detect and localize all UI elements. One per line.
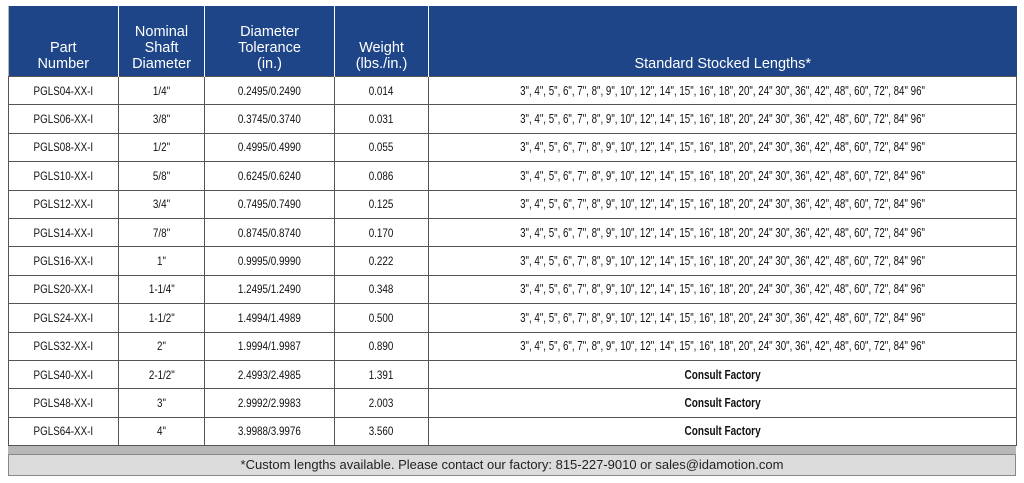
part-number-cell-text: PGLS48-XX-I <box>33 395 94 410</box>
stocked-lengths-cell <box>429 275 1017 303</box>
diameter-tolerance-cell-text: 2.9992/2.9983 <box>238 395 301 410</box>
header-weight: Weight (lbs./in.) <box>335 6 429 77</box>
shaft-diameter-cell-text: 1-1/4" <box>148 282 175 297</box>
weight-cell-text: 0.170 <box>369 225 394 240</box>
part-number-cell-text: PGLS40-XX-I <box>33 367 94 382</box>
diameter-tolerance-cell-text: 0.8745/0.8740 <box>238 225 301 240</box>
part-number-cell <box>9 105 119 133</box>
table-row <box>9 275 1017 303</box>
weight-cell <box>335 417 429 445</box>
stocked-lengths-cell-text: 3", 4", 5", 6", 7", 8", 9", 10", 12", 14", 15", 16", 18", 20", 24" 30", 36", 42", 48", 60", 72", 84" 96" <box>520 168 925 183</box>
diameter-tolerance-cell <box>205 332 335 360</box>
stocked-lengths-cell-text: 3", 4", 5", 6", 7", 8", 9", 10", 12", 14", 15", 16", 18", 20", 24" 30", 36", 42", 48", 60", 72", 84" 96" <box>520 225 925 240</box>
part-number-cell <box>9 360 119 388</box>
shaft-diameter-cell-text: 2-1/2" <box>148 367 175 382</box>
stocked-lengths-cell <box>429 247 1017 275</box>
stocked-lengths-cell-text: 3", 4", 5", 6", 7", 8", 9", 10", 12", 14", 15", 16", 18", 20", 24" 30", 36", 42", 48", 60", 72", 84" 96" <box>520 339 925 354</box>
part-number-cell-text: PGLS12-XX-I <box>33 197 94 212</box>
table-row <box>9 332 1017 360</box>
shaft-diameter-cell <box>119 162 205 190</box>
diameter-tolerance-cell-text: 0.9995/0.9990 <box>238 254 301 269</box>
diameter-tolerance-cell-text: 0.2495/0.2490 <box>238 83 301 98</box>
part-number-cell-text: PGLS24-XX-I <box>33 310 94 325</box>
shaft-diameter-cell-text: 1" <box>157 254 166 269</box>
stocked-lengths-cell <box>429 389 1017 417</box>
spec-table <box>8 6 1017 446</box>
diameter-tolerance-cell-text: 2.4993/2.4985 <box>238 367 301 382</box>
weight-cell-text: 0.348 <box>369 282 394 297</box>
shaft-diameter-cell <box>119 218 205 246</box>
stocked-lengths-cell-text: 3", 4", 5", 6", 7", 8", 9", 10", 12", 14", 15", 16", 18", 20", 24" 30", 36", 42", 48", 60", 72", 84" 96" <box>520 254 925 269</box>
stocked-lengths-cell-text: 3", 4", 5", 6", 7", 8", 9", 10", 12", 14", 15", 16", 18", 20", 24" 30", 36", 42", 48", 60", 72", 84" 96" <box>520 140 925 155</box>
diameter-tolerance-cell <box>205 275 335 303</box>
part-number-cell-text: PGLS32-XX-I <box>33 339 94 354</box>
table-row <box>9 247 1017 275</box>
weight-cell <box>335 218 429 246</box>
part-number-cell-text: PGLS10-XX-I <box>33 168 94 183</box>
shaft-diameter-cell-text: 3" <box>157 395 166 410</box>
shaft-diameter-cell-text: 1-1/2" <box>148 310 175 325</box>
stocked-lengths-cell-text: 3", 4", 5", 6", 7", 8", 9", 10", 12", 14", 15", 16", 18", 20", 24" 30", 36", 42", 48", 60", 72", 84" 96" <box>520 197 925 212</box>
shaft-diameter-cell <box>119 77 205 105</box>
table-row <box>9 133 1017 161</box>
weight-cell <box>335 304 429 332</box>
weight-cell-text: 0.125 <box>369 197 394 212</box>
weight-cell <box>335 389 429 417</box>
diameter-tolerance-cell-text: 0.6245/0.6240 <box>238 168 301 183</box>
shaft-diameter-cell <box>119 389 205 417</box>
table-row <box>9 190 1017 218</box>
diameter-tolerance-cell <box>205 417 335 445</box>
weight-cell-text: 0.890 <box>369 339 394 354</box>
shaft-diameter-cell <box>119 417 205 445</box>
table-row <box>9 105 1017 133</box>
table-row <box>9 360 1017 388</box>
stocked-lengths-cell-text: 3", 4", 5", 6", 7", 8", 9", 10", 12", 14", 15", 16", 18", 20", 24" 30", 36", 42", 48", 60", 72", 84" 96" <box>520 112 925 127</box>
shaft-diameter-cell-text: 5/8" <box>152 168 171 183</box>
diameter-tolerance-cell <box>205 133 335 161</box>
table-row <box>9 389 1017 417</box>
diameter-tolerance-cell <box>205 190 335 218</box>
table-row <box>9 218 1017 246</box>
table-body <box>9 77 1017 446</box>
shaft-diameter-cell <box>119 190 205 218</box>
part-number-cell-text: PGLS04-XX-I <box>33 83 94 98</box>
stocked-lengths-cell <box>429 304 1017 332</box>
part-number-cell <box>9 190 119 218</box>
weight-cell <box>335 332 429 360</box>
weight-cell-text: 0.222 <box>369 254 394 269</box>
stocked-lengths-cell <box>429 417 1017 445</box>
stocked-lengths-cell <box>429 162 1017 190</box>
shaft-diameter-cell-text: 7/8" <box>152 225 171 240</box>
stocked-lengths-cell <box>429 190 1017 218</box>
part-number-cell <box>9 77 119 105</box>
diameter-tolerance-cell-text: 0.4995/0.4990 <box>238 140 301 155</box>
part-number-cell-text: PGLS64-XX-I <box>33 424 94 439</box>
stocked-lengths-cell <box>429 105 1017 133</box>
diameter-tolerance-cell-text: 3.9988/3.9976 <box>238 424 301 439</box>
stocked-lengths-cell <box>429 218 1017 246</box>
weight-cell <box>335 247 429 275</box>
shaft-diameter-cell-text: 4" <box>157 424 166 439</box>
shaft-diameter-cell-text: 1/2" <box>152 140 171 155</box>
stocked-lengths-cell <box>429 133 1017 161</box>
shaft-diameter-cell <box>119 247 205 275</box>
part-number-cell-text: PGLS08-XX-I <box>33 140 94 155</box>
stocked-lengths-cell-text: 3", 4", 5", 6", 7", 8", 9", 10", 12", 14", 15", 16", 18", 20", 24" 30", 36", 42", 48", 60", 72", 84" 96" <box>520 83 925 98</box>
weight-cell <box>335 162 429 190</box>
weight-cell-text: 0.086 <box>369 168 394 183</box>
part-number-cell <box>9 417 119 445</box>
part-number-cell <box>9 133 119 161</box>
shaft-diameter-cell <box>119 332 205 360</box>
diameter-tolerance-cell <box>205 360 335 388</box>
shaft-diameter-cell <box>119 275 205 303</box>
weight-cell <box>335 275 429 303</box>
footnote: *Custom lengths available. Please contact our factory: 815-227-9010 or sales@idamotion.com <box>8 454 1016 476</box>
diameter-tolerance-cell-text: 1.4994/1.4989 <box>238 310 301 325</box>
diameter-tolerance-cell-text: 1.9994/1.9987 <box>238 339 301 354</box>
weight-cell-text: 3.560 <box>369 424 394 439</box>
diameter-tolerance-cell-text: 0.3745/0.3740 <box>238 112 301 127</box>
part-number-cell <box>9 389 119 417</box>
shaft-diameter-cell-text: 1/4" <box>152 83 171 98</box>
weight-cell <box>335 190 429 218</box>
weight-cell-text: 0.031 <box>369 112 394 127</box>
weight-cell <box>335 360 429 388</box>
shaft-diameter-cell <box>119 360 205 388</box>
stocked-lengths-cell <box>429 360 1017 388</box>
weight-cell <box>335 133 429 161</box>
diameter-tolerance-cell <box>205 105 335 133</box>
diameter-tolerance-cell <box>205 389 335 417</box>
part-number-cell <box>9 218 119 246</box>
diameter-tolerance-cell <box>205 247 335 275</box>
diameter-tolerance-cell-text: 1.2495/1.2490 <box>238 282 301 297</box>
part-number-cell-text: PGLS06-XX-I <box>33 112 94 127</box>
shaft-diameter-cell <box>119 133 205 161</box>
stocked-lengths-cell-text: Consult Factory <box>684 395 761 410</box>
weight-cell-text: 1.391 <box>369 367 394 382</box>
part-number-cell <box>9 275 119 303</box>
part-number-cell <box>9 247 119 275</box>
stocked-lengths-cell-text: Consult Factory <box>684 424 761 439</box>
shaft-diameter-cell <box>119 304 205 332</box>
weight-cell-text: 0.500 <box>369 310 394 325</box>
stocked-lengths-cell-text: 3", 4", 5", 6", 7", 8", 9", 10", 12", 14", 15", 16", 18", 20", 24" 30", 36", 42", 48", 60", 72", 84" 96" <box>520 310 925 325</box>
table-header <box>9 6 1017 77</box>
header-standard-stocked-lengths: Standard Stocked Lengths* <box>429 6 1017 77</box>
stocked-lengths-cell-text: Consult Factory <box>684 367 761 382</box>
header-diameter-tolerance: Diameter Tolerance (in.) <box>205 6 335 77</box>
table-row <box>9 417 1017 445</box>
stocked-lengths-cell <box>429 332 1017 360</box>
shaft-diameter-cell-text: 3/4" <box>152 197 171 212</box>
weight-cell-text: 2.003 <box>369 395 394 410</box>
spec-table-container <box>8 6 1016 476</box>
part-number-cell <box>9 162 119 190</box>
diameter-tolerance-cell-text: 0.7495/0.7490 <box>238 197 301 212</box>
part-number-cell <box>9 332 119 360</box>
part-number-cell-text: PGLS16-XX-I <box>33 254 94 269</box>
part-number-cell <box>9 304 119 332</box>
header-nominal-shaft-diameter: Nominal Shaft Diameter <box>119 6 205 77</box>
diameter-tolerance-cell <box>205 162 335 190</box>
stocked-lengths-cell-text: 3", 4", 5", 6", 7", 8", 9", 10", 12", 14", 15", 16", 18", 20", 24" 30", 36", 42", 48", 60", 72", 84" 96" <box>520 282 925 297</box>
table-row <box>9 162 1017 190</box>
diameter-tolerance-cell <box>205 304 335 332</box>
diameter-tolerance-cell <box>205 77 335 105</box>
shaft-diameter-cell-text: 2" <box>157 339 166 354</box>
shaft-diameter-cell <box>119 105 205 133</box>
diameter-tolerance-cell <box>205 218 335 246</box>
weight-cell <box>335 105 429 133</box>
part-number-cell-text: PGLS20-XX-I <box>33 282 94 297</box>
weight-cell <box>335 77 429 105</box>
header-row <box>9 6 1017 77</box>
weight-cell-text: 0.014 <box>369 83 394 98</box>
header-part-number: Part Number <box>9 6 119 77</box>
table-row <box>9 77 1017 105</box>
table-row <box>9 304 1017 332</box>
stocked-lengths-cell <box>429 77 1017 105</box>
weight-cell-text: 0.055 <box>369 140 394 155</box>
part-number-cell-text: PGLS14-XX-I <box>33 225 94 240</box>
shaft-diameter-cell-text: 3/8" <box>152 112 171 127</box>
